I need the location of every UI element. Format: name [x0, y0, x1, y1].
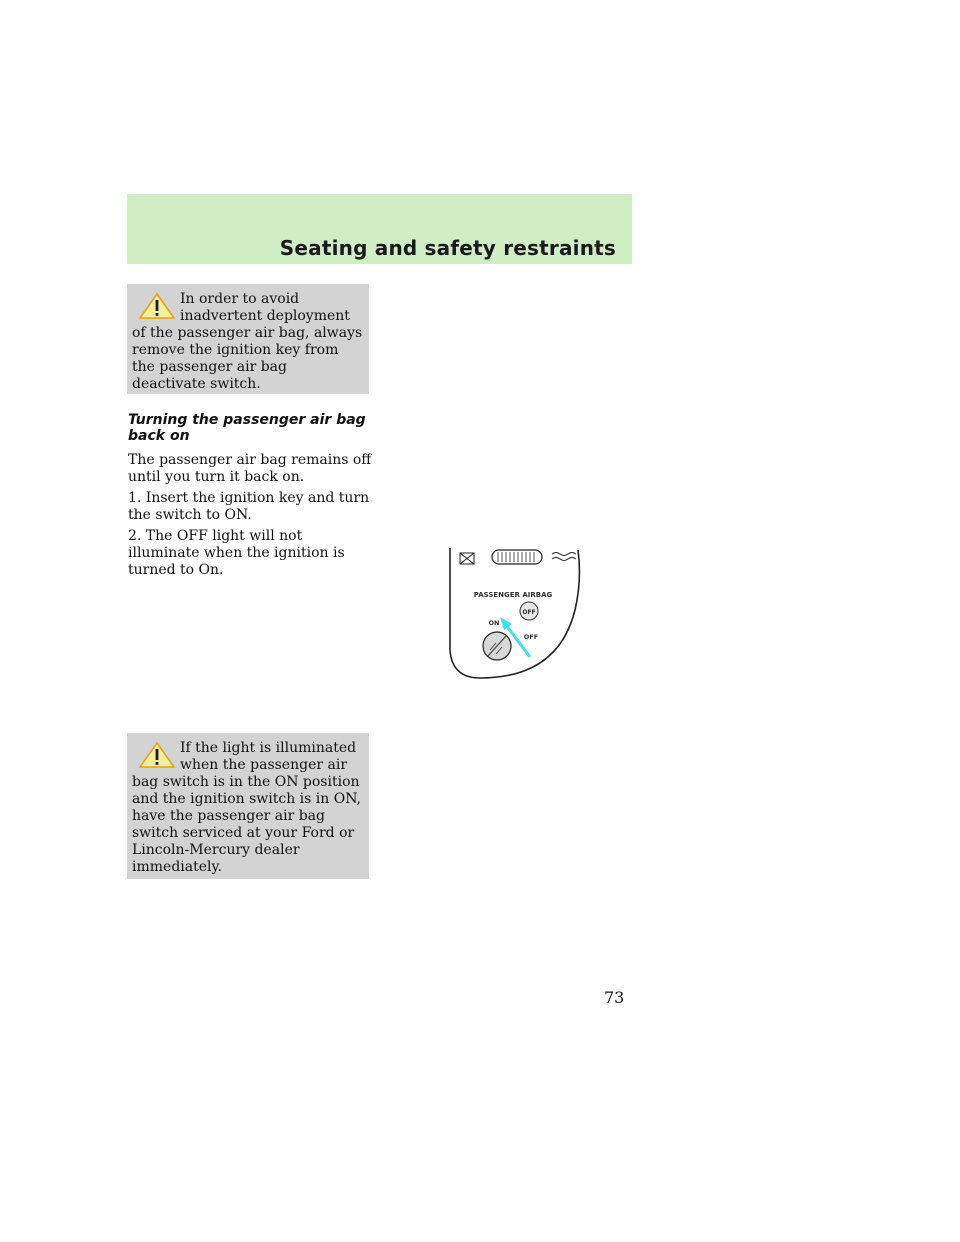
passenger-airbag-label: PASSENGER AIRBAG — [473, 591, 553, 599]
ignition-key-cylinder — [483, 632, 511, 660]
warning-box-ignition-key — [127, 284, 369, 394]
section-header-band — [127, 194, 632, 264]
x-box-icon — [460, 553, 474, 564]
on-position-label: ON — [488, 619, 500, 627]
section-heading: Turning the passenger air bag back on — [128, 412, 366, 444]
off-position-label: OFF — [523, 633, 539, 641]
step-1-insert-key: 1. Insert the ignition key and turn the switch to ON. — [128, 490, 370, 523]
warning-triangle-icon — [138, 741, 176, 769]
wavy-lines-icon — [552, 553, 576, 561]
paragraph-remains-off: The passenger air bag remains off until you turn it back on. — [128, 452, 372, 485]
switch-panel-outline — [450, 548, 579, 678]
off-light-label: OFF — [522, 609, 536, 616]
warning-box-light-illuminated — [127, 733, 369, 879]
warning-text: In order to avoid inadvertent deployment of the passenger air bag, always remove the ignition key from the passenger air bag deactivate switch. — [132, 291, 363, 392]
vent-grille-icon — [492, 550, 542, 564]
page-number: 73 — [604, 988, 625, 1007]
passenger-airbag-switch-illustration — [440, 540, 600, 690]
section-title: Seating and safety restraints — [279, 236, 616, 260]
warning-triangle-icon — [138, 292, 176, 320]
step-2-off-light: 2. The OFF light will not illuminate when the ignition is turned to On. — [128, 528, 345, 578]
warning-text: If the light is illuminated when the passenger air bag switch is in the ON position and the ignition switch is in ON, have the passenger air bag switch serviced at your Ford or Lincoln-Mercury dealer immediately. — [132, 740, 362, 875]
